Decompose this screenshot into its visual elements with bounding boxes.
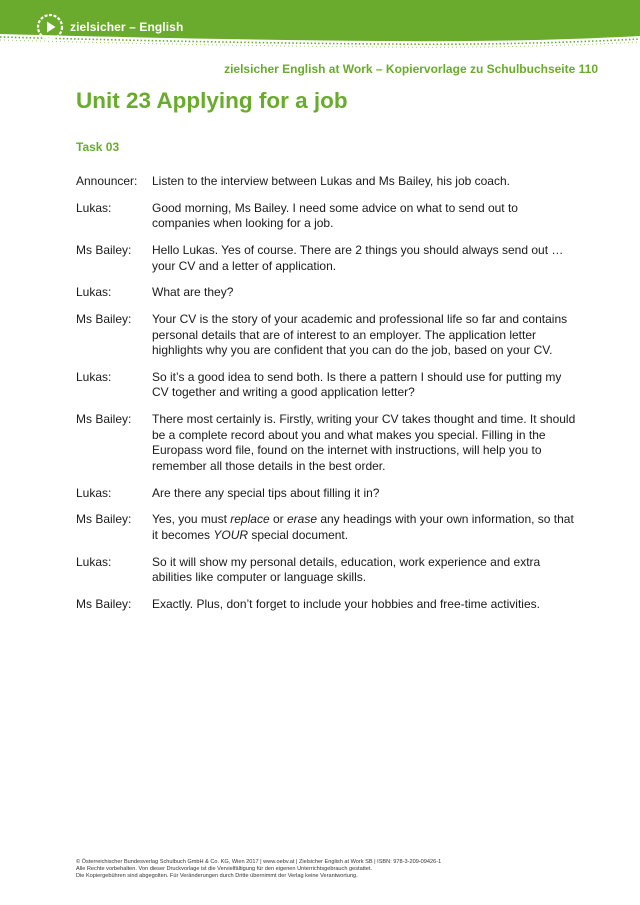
speech-text [152, 597, 576, 613]
speaker-name: Ms Bailey: [76, 312, 132, 327]
speech-segment: Are there any special tips about filling it in? [152, 485, 380, 500]
speech-text [152, 412, 576, 474]
emphasis-text: replace [230, 512, 270, 527]
speaker-name: Lukas: [76, 285, 112, 300]
speech-segment: Listen to the interview between Lukas and Ms Bailey, his job coach. [152, 174, 510, 188]
speech-segment: So it will show my personal details, education, work experience and extra abilities like computer or language skills. [152, 554, 541, 585]
dialogue-transcript [76, 174, 576, 624]
dialogue-turn [76, 312, 576, 359]
speech-segment: So it’s a good idea to send both. Is there a pattern I should use for putting my CV together and writing a good application letter? [152, 369, 562, 400]
speaker-name: Lukas: [76, 200, 112, 215]
footer-line: Die Kopiergebühren sind abgegolten. Für Veränderungen durch Dritte übernimmt der Verlag keine Verantwortung. [76, 873, 358, 879]
dialogue-turn [76, 512, 576, 543]
speech-segment: any headings with your own information, so that it becomes [152, 512, 574, 542]
speaker-name: Ms Bailey: [76, 596, 132, 611]
speech-text [152, 555, 576, 586]
dialogue-turn [76, 285, 576, 301]
speech-segment: Your CV is the story of your academic and professional life so far and contains personal details that are of interest to an employer. The application letter highlights why you are confident that you can do the job, based on your CV. [152, 312, 568, 358]
brand-logo [36, 13, 183, 41]
speech-text [152, 370, 576, 401]
speech-text [152, 512, 576, 543]
dialogue-turn [76, 597, 576, 613]
speaker-name: Announcer: [76, 174, 138, 188]
speech-segment: or [269, 512, 287, 527]
dialogue-turn [76, 174, 576, 190]
speaker-name: Lukas: [76, 554, 112, 569]
dialogue-turn [76, 486, 576, 502]
speech-text [152, 285, 576, 301]
task-label: Task 03 [76, 140, 120, 154]
speech-segment: Yes, you must [152, 512, 231, 527]
speech-segment: Good morning, Ms Bailey. I need some advice on what to send out to companies when looking for a job. [152, 200, 518, 231]
speaker-name: Lukas: [76, 369, 112, 384]
speech-segment: special document. [248, 527, 349, 542]
copyright-footer [76, 859, 596, 880]
speech-text [152, 312, 576, 359]
speech-text [152, 243, 576, 274]
dialogue-turn [76, 412, 576, 474]
brand-name: zielsicher – English [70, 20, 184, 34]
speech-segment: There most certainly is. Firstly, writing your CV takes thought and time. It should be a complete record about you and what makes you special. Filling in the Europass word file, found on the internet with instructions, will help you to remember all those details in the best order. [152, 412, 576, 473]
speaker-name: Ms Bailey: [76, 243, 132, 258]
speaker-name: Ms Bailey: [76, 412, 132, 427]
page-subtitle: zielsicher English at Work – Kopiervorlage zu Schulbuchseite 110 [224, 62, 598, 76]
play-icon [36, 13, 64, 41]
speech-segment: Hello Lukas. Yes of course. There are 2 things you should always send out … your CV and a letter of application. [152, 243, 564, 273]
speech-text [152, 174, 576, 190]
footer-line: Alle Rechte vorbehalten. Von dieser Druckvorlage ist die Vervielfältigung für den eigenen Unterrichtsgebrauch gestattet. [76, 866, 373, 872]
speech-text [152, 486, 576, 502]
speech-segment: What are they? [152, 285, 234, 300]
footer-line: © Österreichischer Bundesverlag Schulbuch GmbH & Co. KG, Wien 2017 | www.oebv.at | Zielsicher English at Work SB | ISBN: 978-3-209-09426-1 [76, 859, 442, 865]
speech-text [152, 201, 576, 232]
speech-segment: Exactly. Plus, don’t forget to include your hobbies and free-time activities. [152, 596, 540, 611]
dialogue-turn [76, 370, 576, 401]
page-title: Unit 23 Applying for a job [76, 88, 348, 113]
dialogue-turn [76, 243, 576, 274]
emphasis-text: erase [286, 512, 317, 527]
dialogue-turn [76, 555, 576, 586]
speaker-name: Ms Bailey: [76, 512, 132, 527]
dialogue-turn [76, 201, 576, 232]
speaker-name: Lukas: [76, 485, 112, 500]
emphasis-text: YOUR [213, 527, 249, 542]
